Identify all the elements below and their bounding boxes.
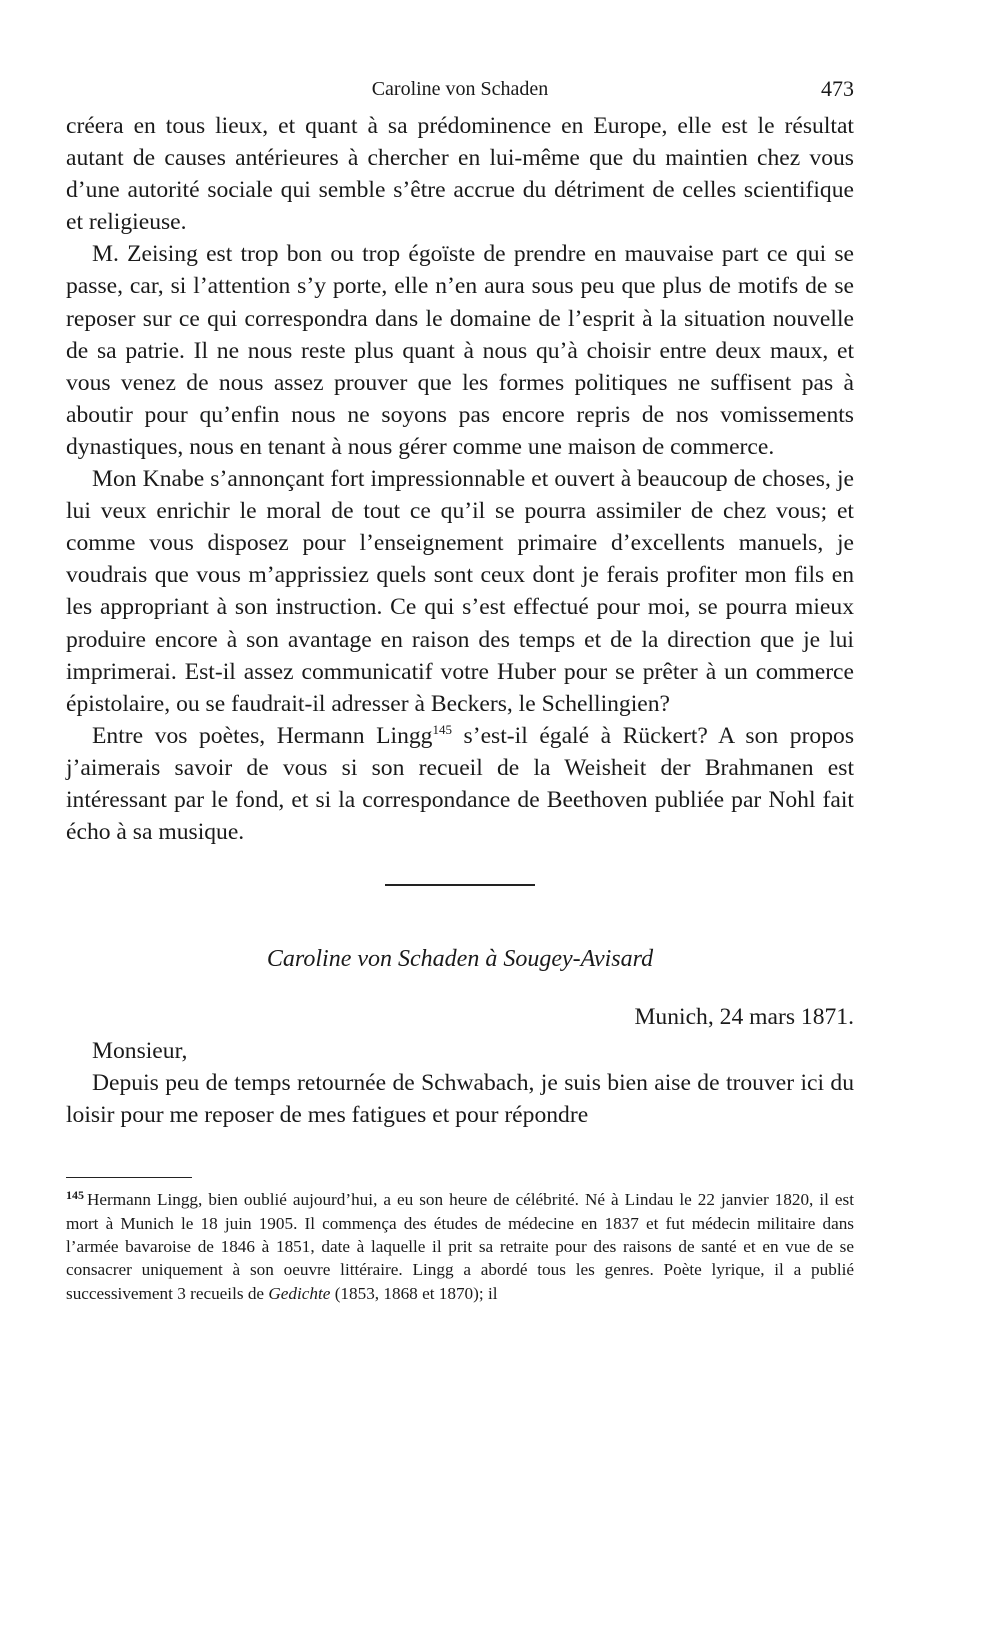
letter-dateline: Munich, 24 mars 1871.: [634, 1004, 854, 1031]
footnote: [66, 1188, 854, 1304]
book-page: [66, 70, 854, 1305]
running-title: Caroline von Schaden: [371, 78, 549, 100]
paragraph-continuation: créera en tous lieux, et quant à sa prédominence en Europe, elle est le résultat autant de causes antérieures à chercher en lui-même que du maintien chez vous d’une autorité sociale qui semble s’être accrue du détriment de celles scientifique et religieuse.: [66, 113, 854, 236]
footnote-italic-title: Gedichte: [268, 1283, 331, 1303]
letter-opening: Depuis peu de temps retournée de Schwabach, je suis bien aise de trouver ici du loisir pour me reposer de mes fatigues et pour répondre: [66, 1070, 854, 1129]
running-head: [66, 70, 854, 110]
letter-heading: Caroline von Schaden à Sougey-Avisard: [266, 946, 654, 973]
paragraph-zeising: M. Zeising est trop bon ou trop égoïste de prendre en mauvaise part ce qui se passe, car, si l’attention s’y porte, elle n’en aura sous peu que plus de motifs de se reposer sur ce qui correspondra dans le domaine de l’esprit à la situation nouvelle de sa patrie. Il ne nous reste plus quant à nous qu’à choisir entre deux maux, et vous venez de nous assez prouver que les formes politiques ne suffisent pas à aboutir pour qu’enfin nous ne soyons pas encore repris de nos vomissements dynastiques, nous en tenant à nous gérer comme une maison de commerce.: [66, 241, 854, 460]
paragraph-poets-start: Entre vos poètes, Hermann Lingg: [92, 722, 433, 749]
letter-body: [66, 1067, 854, 1131]
page-number: 473: [821, 76, 854, 101]
section-divider: [385, 884, 535, 886]
paragraph-poets: [66, 720, 854, 848]
footnote-text-end: (1853, 1868 et 1870); il: [330, 1283, 498, 1303]
footnote-145: [66, 1188, 854, 1304]
footnote-divider: [66, 1177, 192, 1178]
footnote-text-start: Hermann Lingg, bien oublié aujourd’hui, a eu son heure de célébrité. Né à Lindau le 22 janvier 1820, il est mort à Munich le 18 juin 1905. Il commença des études de médecine en 1837 et fut médecin militaire dans l’armée bavaroise de 1846 à 1851, date à laquelle il prit sa retraite pour des raisons de santé et en vue de se consacrer uniquement à son oeuvre littéraire. Lingg a abordé tous les genres. Poète lyrique, il a publié successivement 3 recueils de: [66, 1190, 854, 1303]
footnote-reference[interactable]: 145: [432, 721, 452, 737]
paragraph-poets-end: s’est-il égalé à Rückert? A son propos j’aimerais savoir de vous si son recueil de la Weisheit der Brahmanen est intéressant par le fond, et si la correspondance de Beethoven publiée par Nohl fait écho à sa musique.: [66, 722, 855, 846]
footnote-number: 145: [66, 1187, 84, 1202]
letter-salutation: Monsieur,: [92, 1038, 188, 1065]
paragraph-knabe: Mon Knabe s’annonçant fort impressionnable et ouvert à beaucoup de choses, je lui veux enrichir le moral de tout ce qu’il se pourra assimiler de chez vous; et comme vous disposez pour l’enseignement primaire d’excellents manuels, je voudrais que vous m’apprissiez quels sont ceux dont je ferais profiter mon fils en les appropriant à son instruction. Ce qui s’est effectué pour moi, se pourra mieux produire encore à son avantage en raison des temps et de la direction que je lui imprimerai. Est-il assez communicatif votre Huber pour se prêter à un commerce épistolaire, ou se faudrait-il adresser à Beckers, le Schellingien?: [66, 466, 854, 717]
body-text: [66, 110, 854, 848]
